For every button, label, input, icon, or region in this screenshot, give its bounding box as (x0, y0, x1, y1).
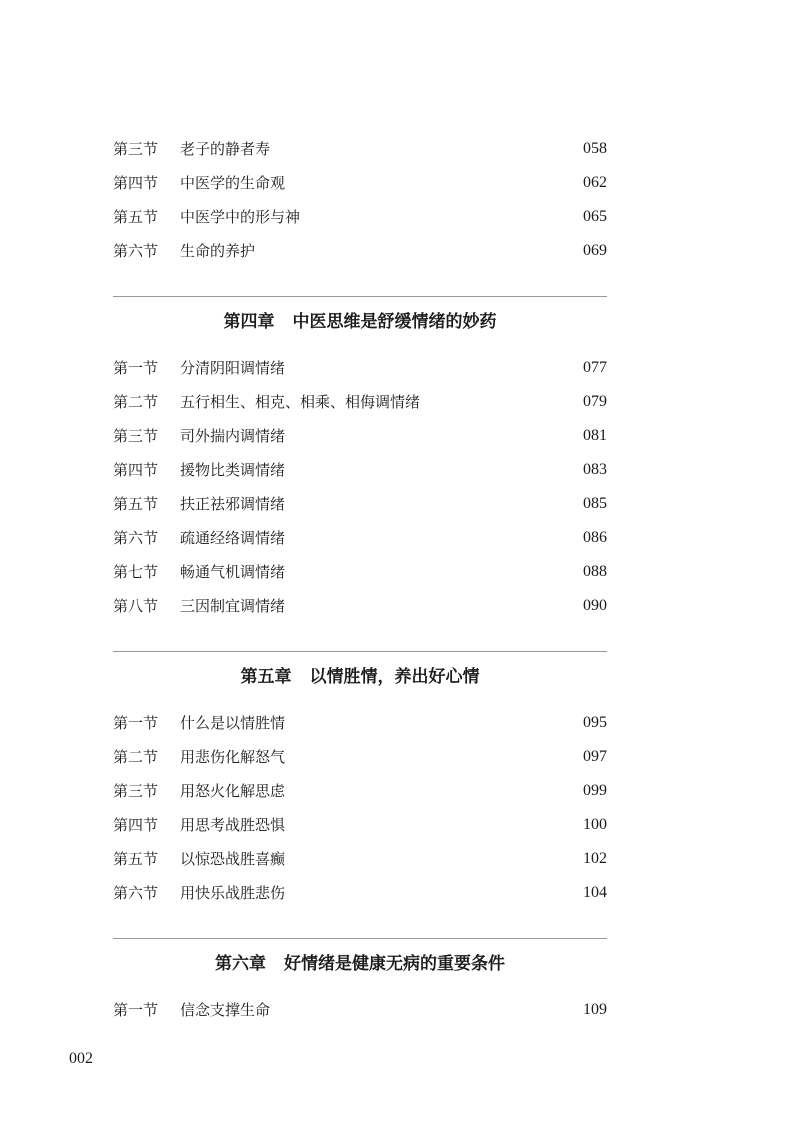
toc-entry[interactable] (113, 453, 607, 487)
section-title: 用怒火化解思虑 (180, 782, 286, 800)
section-title: 信念支撑生命 (180, 1001, 271, 1019)
chapter-label: 第五章 (240, 667, 292, 687)
section-label: 第二节 (113, 748, 159, 766)
toc-entry[interactable] (113, 132, 607, 166)
section-label: 第四节 (113, 174, 159, 192)
section-list (113, 351, 607, 623)
toc-entry[interactable] (113, 842, 607, 876)
section-page-number: 100 (583, 816, 607, 833)
toc-entry[interactable] (113, 808, 607, 842)
section-label: 第七节 (113, 563, 159, 581)
chapter-label: 第六章 (215, 954, 266, 974)
toc-entry[interactable] (113, 200, 607, 234)
section-title: 中医学中的形与神 (180, 208, 301, 226)
chapter-title: 以情胜情，养出好心情 (309, 667, 480, 687)
section-page-number: 095 (583, 714, 607, 731)
section-page-number: 086 (583, 529, 607, 546)
section-label: 第五节 (113, 495, 159, 513)
section-label: 第二节 (113, 393, 159, 411)
section-page-number: 077 (583, 359, 607, 376)
section-list (113, 132, 607, 268)
chapter-block (113, 938, 607, 1027)
section-title: 援物比类调情绪 (180, 461, 286, 479)
section-label: 第一节 (113, 359, 159, 377)
section-page-number: 079 (583, 393, 607, 410)
toc-entry[interactable] (113, 876, 607, 910)
chapter-heading[interactable] (113, 939, 607, 989)
chapter-label: 第四章 (223, 312, 275, 332)
toc-entry[interactable] (113, 589, 607, 623)
chapter-heading[interactable] (113, 652, 607, 702)
section-title: 分清阴阳调情绪 (180, 359, 286, 377)
toc-entry[interactable] (113, 385, 607, 419)
section-list (113, 706, 607, 910)
table-of-contents (113, 132, 607, 1027)
toc-entry[interactable] (113, 993, 607, 1027)
toc-entry[interactable] (113, 487, 607, 521)
toc-entry[interactable] (113, 521, 607, 555)
section-page-number: 058 (583, 140, 607, 157)
section-title: 扶正祛邪调情绪 (180, 495, 286, 513)
section-title: 什么是以情胜情 (180, 714, 286, 732)
section-title: 生命的养护 (180, 242, 256, 260)
toc-entry[interactable] (113, 740, 607, 774)
section-title: 用快乐战胜悲伤 (180, 884, 286, 902)
section-title: 疏通经络调情绪 (180, 529, 286, 547)
section-page-number: 099 (583, 782, 607, 799)
section-label: 第四节 (113, 461, 159, 479)
section-page-number: 069 (583, 242, 607, 259)
section-label: 第一节 (113, 1001, 159, 1019)
toc-entry[interactable] (113, 166, 607, 200)
section-page-number: 102 (583, 850, 607, 867)
section-page-number: 104 (583, 884, 607, 901)
toc-entry[interactable] (113, 774, 607, 808)
section-label: 第八节 (113, 597, 159, 615)
section-page-number: 065 (583, 208, 607, 225)
section-label: 第六节 (113, 884, 159, 902)
section-page-number: 085 (583, 495, 607, 512)
section-label: 第四节 (113, 816, 159, 834)
section-label: 第一节 (113, 714, 159, 732)
section-title: 以惊恐战胜喜癫 (180, 850, 286, 868)
section-label: 第六节 (113, 529, 159, 547)
chapter-block (113, 296, 607, 623)
section-title: 司外揣内调情绪 (180, 427, 286, 445)
section-page-number: 081 (583, 427, 607, 444)
section-list (113, 993, 607, 1027)
section-title: 老子的静者寿 (180, 140, 271, 158)
section-label: 第三节 (113, 782, 159, 800)
toc-entry[interactable] (113, 555, 607, 589)
section-title: 畅通气机调情绪 (180, 563, 286, 581)
section-title: 五行相生、相克、相乘、相侮调情绪 (180, 393, 421, 411)
chapter-title: 中医思维是舒缓情绪的妙药 (292, 312, 497, 332)
section-page-number: 109 (583, 1001, 607, 1018)
section-page-number: 088 (583, 563, 607, 580)
section-title: 用悲伤化解怒气 (180, 748, 286, 766)
chapter-title: 好情绪是健康无病的重要条件 (284, 954, 505, 974)
section-title: 中医学的生命观 (180, 174, 286, 192)
section-page-number: 062 (583, 174, 607, 191)
toc-entry[interactable] (113, 419, 607, 453)
section-title: 用思考战胜恐惧 (180, 816, 286, 834)
page-number: 002 (69, 1050, 93, 1067)
chapter-block (113, 651, 607, 910)
toc-entry[interactable] (113, 234, 607, 268)
section-page-number: 090 (583, 597, 607, 614)
toc-entry[interactable] (113, 351, 607, 385)
section-label: 第三节 (113, 140, 159, 158)
section-page-number: 083 (583, 461, 607, 478)
section-label: 第六节 (113, 242, 159, 260)
section-page-number: 097 (583, 748, 607, 765)
chapter-heading[interactable] (113, 297, 607, 347)
section-label: 第三节 (113, 427, 159, 445)
toc-entry[interactable] (113, 706, 607, 740)
section-label: 第五节 (113, 850, 159, 868)
section-title: 三因制宜调情绪 (180, 597, 286, 615)
section-label: 第五节 (113, 208, 159, 226)
